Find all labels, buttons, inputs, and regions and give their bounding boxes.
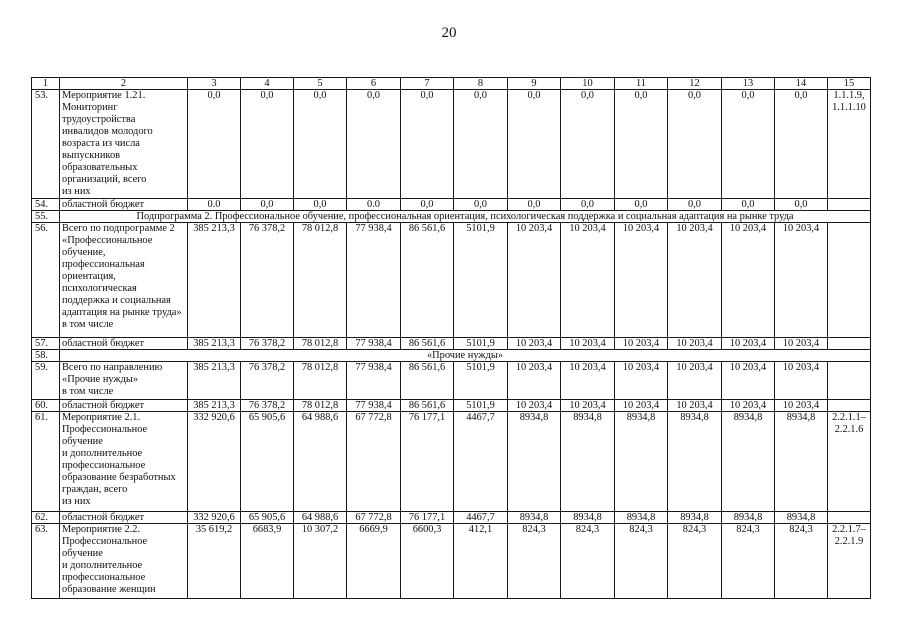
table-row (32, 412, 871, 512)
row-description: Всего по подпрограмме 2 «Профессиональное обучение, профессиональная ориентация, психологическая поддержка и социальная адаптация на рынке труда» в том числе (60, 223, 188, 338)
value-cell: 0,0 (188, 90, 241, 199)
value-cell: 0,0 (241, 199, 294, 211)
header-cell: 3 (188, 78, 241, 90)
row-description: областной бюджет (60, 199, 188, 211)
header-cell: 7 (401, 78, 454, 90)
value-cell: 0,0 (561, 90, 615, 199)
reference-cell (828, 362, 871, 400)
value-cell: 86 561,6 (401, 400, 454, 412)
value-cell: 385 213,3 (188, 362, 241, 400)
value-cell: 77 938,4 (347, 400, 401, 412)
value-cell: 77 938,4 (347, 223, 401, 338)
value-cell: 10 203,4 (508, 223, 561, 338)
value-cell: 0,0 (454, 199, 508, 211)
reference-cell (828, 199, 871, 211)
value-cell: 8934,8 (668, 512, 722, 524)
row-description: Мероприятие 1.21. Мониторинг трудоустройства инвалидов молодого возраста из числа выпускников образовательных организаций, всего из них (60, 90, 188, 199)
row-number: 63. (32, 524, 60, 599)
value-cell: 35 619,2 (188, 524, 241, 599)
value-cell: 78 012,8 (294, 362, 347, 400)
header-cell: 11 (615, 78, 668, 90)
reference-cell (828, 338, 871, 350)
header-cell: 10 (561, 78, 615, 90)
value-cell: 67 772,8 (347, 412, 401, 512)
value-cell: 8934,8 (508, 512, 561, 524)
value-cell: 0,0 (775, 90, 828, 199)
value-cell: 385 213,3 (188, 223, 241, 338)
value-cell: 824,3 (775, 524, 828, 599)
row-description: Всего по направлению «Прочие нужды» в том числе (60, 362, 188, 400)
table-row (32, 90, 871, 199)
value-cell: 8934,8 (615, 412, 668, 512)
value-cell: 86 561,6 (401, 223, 454, 338)
table-row (32, 199, 871, 211)
row-number: 56. (32, 223, 60, 338)
header-cell: 1 (32, 78, 60, 90)
value-cell: 824,3 (668, 524, 722, 599)
reference-cell: 1.1.1.9, 1.1.1.10 (828, 90, 871, 199)
header-cell: 4 (241, 78, 294, 90)
row-description: областной бюджет (60, 338, 188, 350)
value-cell: 10 203,4 (508, 338, 561, 350)
value-cell: 8934,8 (722, 512, 775, 524)
value-cell: 67 772,8 (347, 512, 401, 524)
value-cell: 824,3 (561, 524, 615, 599)
value-cell: 10 203,4 (615, 400, 668, 412)
table-row (32, 223, 871, 338)
reference-cell: 2.2.1.7– 2.2.1.9 (828, 524, 871, 599)
value-cell: 10 203,4 (615, 338, 668, 350)
row-number: 55. (32, 211, 60, 223)
reference-cell (828, 512, 871, 524)
value-cell: 10 307,2 (294, 524, 347, 599)
table-section-row (32, 211, 871, 223)
value-cell: 0,0 (294, 199, 347, 211)
value-cell: 10 203,4 (668, 362, 722, 400)
value-cell: 8934,8 (508, 412, 561, 512)
table-row (32, 524, 871, 599)
value-cell: 64 988,6 (294, 412, 347, 512)
value-cell: 76 378,2 (241, 338, 294, 350)
row-number: 53. (32, 90, 60, 199)
value-cell: 0,0 (615, 199, 668, 211)
value-cell: 0,0 (561, 199, 615, 211)
value-cell: 78 012,8 (294, 400, 347, 412)
header-cell: 6 (347, 78, 401, 90)
header-cell: 5 (294, 78, 347, 90)
value-cell: 0,0 (508, 199, 561, 211)
value-cell: 10 203,4 (722, 338, 775, 350)
value-cell: 78 012,8 (294, 223, 347, 338)
value-cell: 8934,8 (668, 412, 722, 512)
value-cell: 10 203,4 (722, 362, 775, 400)
row-number: 57. (32, 338, 60, 350)
value-cell: 385 213,3 (188, 400, 241, 412)
value-cell: 65 905,6 (241, 512, 294, 524)
value-cell: 4467,7 (454, 412, 508, 512)
value-cell: 77 938,4 (347, 362, 401, 400)
value-cell: 10 203,4 (561, 400, 615, 412)
table-section-row (32, 350, 871, 362)
value-cell: 0,0 (775, 199, 828, 211)
page-number: 20 (441, 25, 457, 41)
value-cell: 10 203,4 (561, 223, 615, 338)
header-cell: 8 (454, 78, 508, 90)
row-description: Мероприятие 2.2. Профессиональное обучение и дополнительное профессиональное образование женщин (60, 524, 188, 599)
value-cell: 4467,7 (454, 512, 508, 524)
value-cell: 10 203,4 (561, 362, 615, 400)
table-row (32, 362, 871, 400)
value-cell: 0,0 (722, 90, 775, 199)
reference-cell: 2.2.1.1– 2.2.1.6 (828, 412, 871, 512)
value-cell: 6669,9 (347, 524, 401, 599)
value-cell: 0,0 (294, 90, 347, 199)
value-cell: 5101,9 (454, 338, 508, 350)
row-number: 62. (32, 512, 60, 524)
header-cell: 2 (60, 78, 188, 90)
value-cell: 0,0 (615, 90, 668, 199)
value-cell: 10 203,4 (668, 338, 722, 350)
value-cell: 76 378,2 (241, 223, 294, 338)
reference-cell (828, 400, 871, 412)
value-cell: 0,0 (722, 199, 775, 211)
value-cell: 10 203,4 (508, 362, 561, 400)
value-cell: 0,0 (508, 90, 561, 199)
value-cell: 8934,8 (722, 412, 775, 512)
value-cell: 65 905,6 (241, 412, 294, 512)
value-cell: 0,0 (668, 90, 722, 199)
header-cell: 15 (828, 78, 871, 90)
value-cell: 0,0 (668, 199, 722, 211)
value-cell: 0.0 (188, 199, 241, 211)
row-number: 59. (32, 362, 60, 400)
value-cell: 10 203,4 (615, 223, 668, 338)
row-description: областной бюджет (60, 400, 188, 412)
row-number: 54. (32, 199, 60, 211)
header-cell: 13 (722, 78, 775, 90)
value-cell: 64 988,6 (294, 512, 347, 524)
value-cell: 0,0 (241, 90, 294, 199)
table-row (32, 400, 871, 412)
value-cell: 824,3 (508, 524, 561, 599)
value-cell: 0.0 (347, 199, 401, 211)
header-cell: 9 (508, 78, 561, 90)
value-cell: 332 920,6 (188, 512, 241, 524)
header-cell: 14 (775, 78, 828, 90)
section-title: Подпрограмма 2. Профессиональное обучение, профессиональная ориентация, психологическая поддержка и социальная адаптация на рынке труда (60, 211, 871, 223)
value-cell: 5101,9 (454, 400, 508, 412)
value-cell: 10 203,4 (508, 400, 561, 412)
value-cell: 76 177,1 (401, 412, 454, 512)
reference-cell (828, 223, 871, 338)
value-cell: 76 378,2 (241, 362, 294, 400)
value-cell: 5101,9 (454, 223, 508, 338)
value-cell: 0,0 (347, 90, 401, 199)
value-cell: 824,3 (615, 524, 668, 599)
table-row (32, 338, 871, 350)
value-cell: 0,0 (401, 90, 454, 199)
value-cell: 5101,9 (454, 362, 508, 400)
header-cell: 12 (668, 78, 722, 90)
row-description: Мероприятие 2.1. Профессиональное обучение и дополнительное профессиональное образование безработных граждан, всего из них (60, 412, 188, 512)
value-cell: 8934,8 (561, 512, 615, 524)
value-cell: 385 213,3 (188, 338, 241, 350)
value-cell: 6683,9 (241, 524, 294, 599)
table-row (32, 512, 871, 524)
value-cell: 10 203,4 (775, 362, 828, 400)
value-cell: 86 561,6 (401, 338, 454, 350)
value-cell: 10 203,4 (722, 223, 775, 338)
value-cell: 76 177,1 (401, 512, 454, 524)
value-cell: 77 938,4 (347, 338, 401, 350)
value-cell: 8934,8 (775, 512, 828, 524)
value-cell: 10 203,4 (668, 223, 722, 338)
value-cell: 10 203,4 (668, 400, 722, 412)
section-title: «Прочие нужды» (60, 350, 871, 362)
value-cell: 332 920,6 (188, 412, 241, 512)
row-number: 60. (32, 400, 60, 412)
value-cell: 8934,8 (561, 412, 615, 512)
value-cell: 6600,3 (401, 524, 454, 599)
value-cell: 10 203,4 (775, 223, 828, 338)
value-cell: 412,1 (454, 524, 508, 599)
value-cell: 10 203,4 (561, 338, 615, 350)
value-cell: 824,3 (722, 524, 775, 599)
budget-table (31, 77, 871, 599)
value-cell: 0,0 (454, 90, 508, 199)
value-cell: 8934,8 (615, 512, 668, 524)
value-cell: 10 203,4 (615, 362, 668, 400)
value-cell: 10 203,4 (722, 400, 775, 412)
row-number: 61. (32, 412, 60, 512)
table-header-row (32, 78, 871, 90)
value-cell: 10 203,4 (775, 400, 828, 412)
value-cell: 8934,8 (775, 412, 828, 512)
row-number: 58. (32, 350, 60, 362)
row-description: областной бюджет (60, 512, 188, 524)
value-cell: 0,0 (401, 199, 454, 211)
value-cell: 76 378,2 (241, 400, 294, 412)
value-cell: 10 203,4 (775, 338, 828, 350)
value-cell: 78 012,8 (294, 338, 347, 350)
value-cell: 86 561,6 (401, 362, 454, 400)
